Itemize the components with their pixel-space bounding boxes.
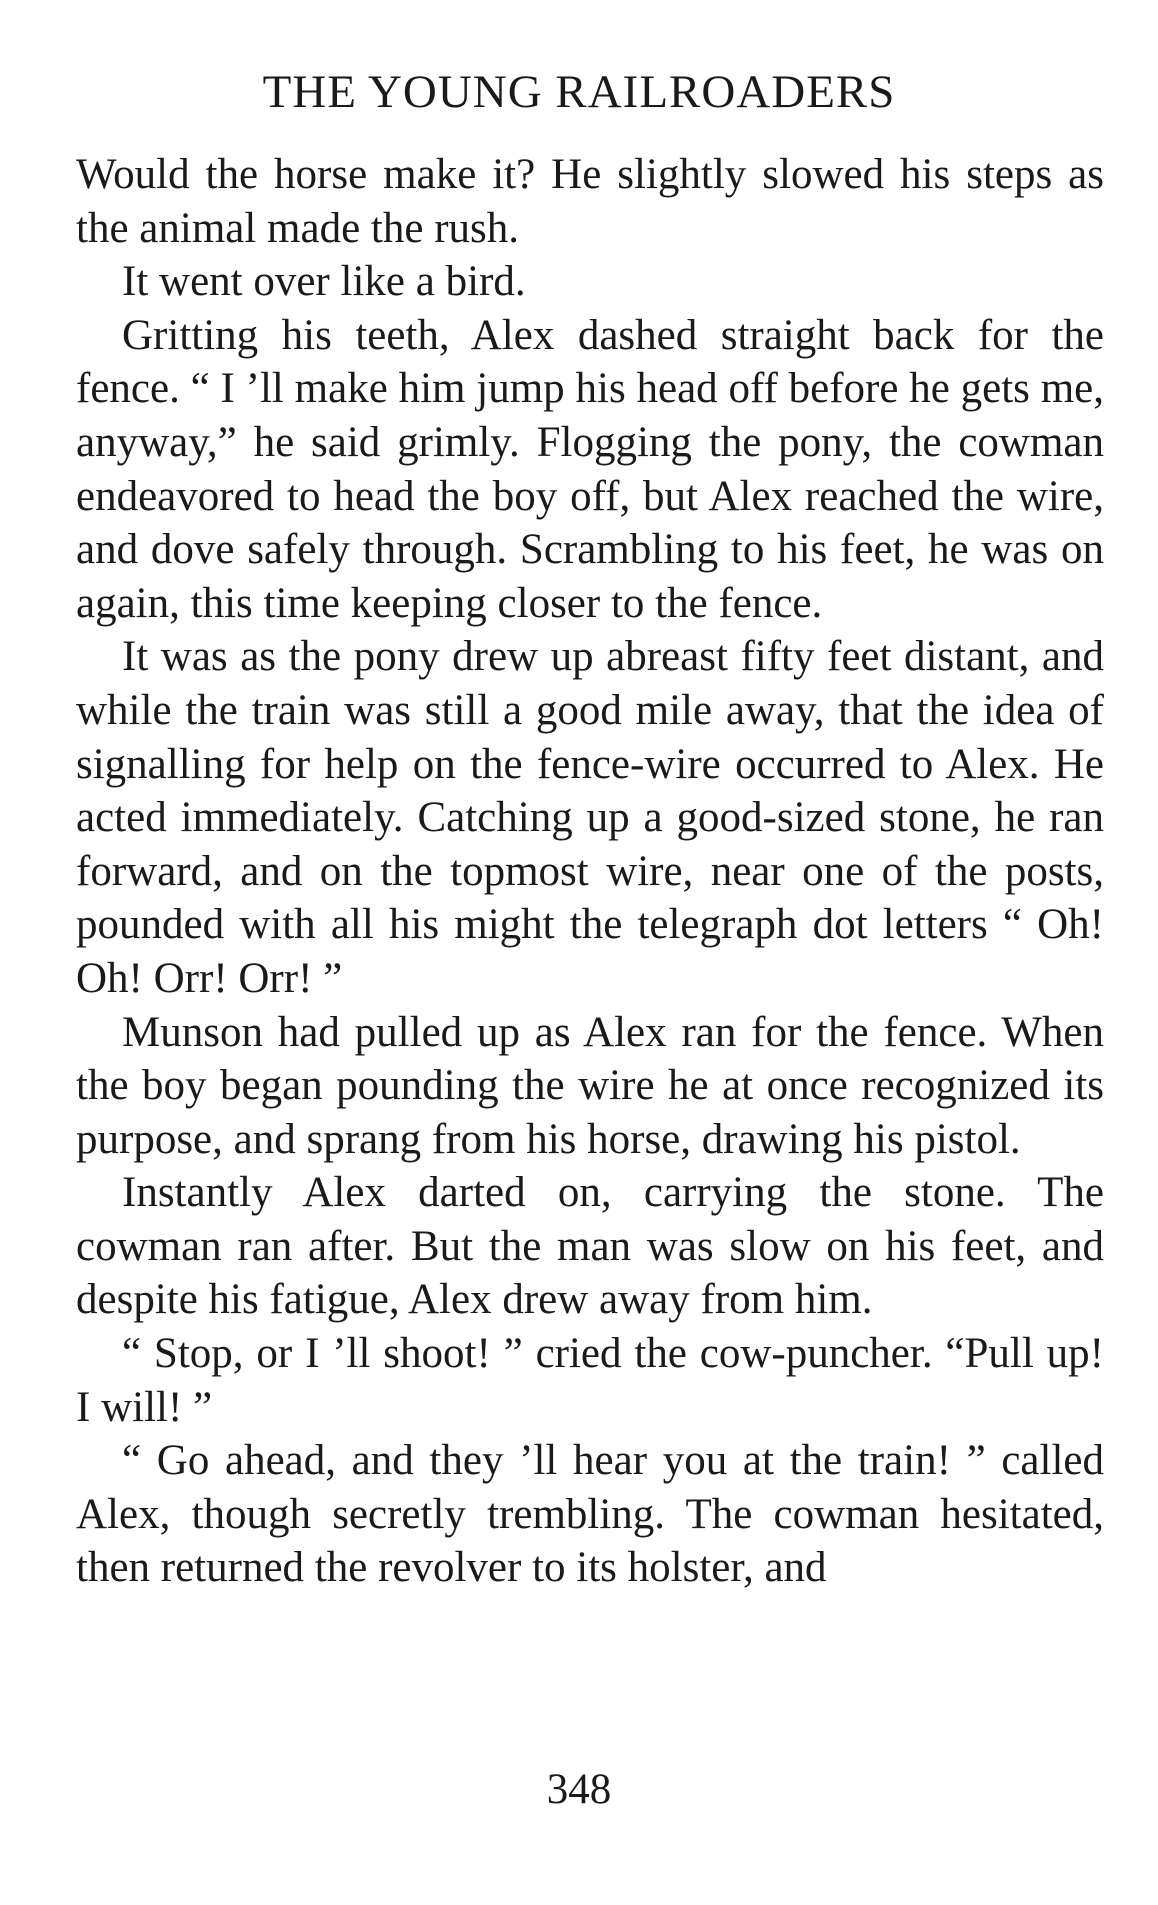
paragraph: “ Stop, or I ’ll shoot! ” cried the cow-puncher. “Pull up! I will! ” [76,1330,1104,1431]
paragraph: “ Go ahead, and they ’ll hear you at the train! ” called Alex, though secretly trembling. The cowman hesitated, then returned the revolver to its holster, and [76,1437,1104,1592]
paragraph: Gritting his teeth, Alex dashed straight back for the fence. “ I ’ll make him jump his head off before he gets me, anyway,” he said grimly. Flogging the pony, the cowman endeavored to head the boy off, but Alex reached the wire, and dove safely through. Scrambling to his feet, he was on again, this time keeping closer to the fence. [76,311,1104,627]
paragraph: Would the horse make it? He slightly slowed his steps as the animal made the rush. [76,151,1104,252]
body-text [76,148,1104,1595]
paragraph: It was as the pony drew up abreast fifty feet distant, and while the train was still a good mile away, that the idea of signalling for help on the fence-wire occurred to Alex. He acted immediately. Catching up a good-sized stone, he ran forward, and on the topmost wire, near one of the posts, pounded with all his might the telegraph dot letters “ Oh! Oh! Orr! Orr! ” [76,633,1104,1002]
running-title: THE YOUNG RAILROADERS [262,66,896,118]
paragraph: It went over like a bird. [122,258,526,306]
page-number: 348 [546,1766,612,1813]
paragraph: Instantly Alex darted on, carrying the stone. The cowman ran after. But the man was slow on his feet, and despite his fatigue, Alex drew away from him. [76,1169,1104,1324]
paragraph: Munson had pulled up as Alex ran for the fence. When the boy began pounding the wire he at once recognized its purpose, and sprang from his horse, drawing his pistol. [76,1008,1104,1163]
